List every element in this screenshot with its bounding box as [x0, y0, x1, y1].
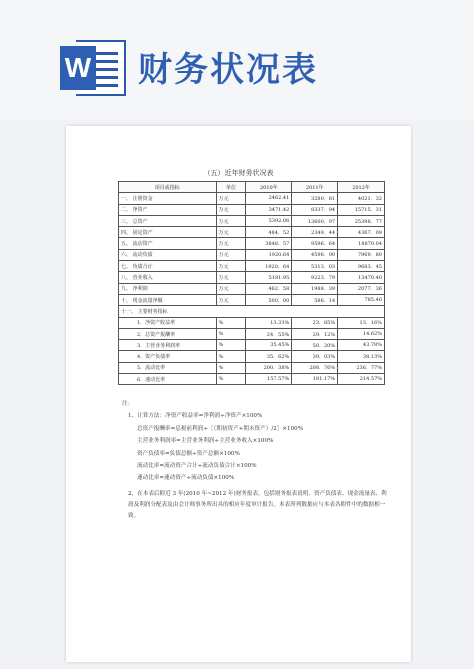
- notes-section: [122, 398, 392, 522]
- row-unit: 万元: [216, 215, 246, 226]
- value-2010: 35．62%: [246, 351, 292, 362]
- table-row: [119, 351, 385, 362]
- value-2012: 2077．36: [338, 283, 385, 294]
- value-2011: 586．14: [292, 294, 338, 305]
- value-2011: 2349．44: [292, 227, 338, 238]
- value-2010: 1920.64: [246, 249, 292, 260]
- value-2011: 208．76%: [292, 362, 338, 373]
- section-title: 十一、 主要财务指标: [119, 306, 385, 317]
- value-2011: 4596．90: [292, 249, 338, 260]
- row-unit: %: [216, 317, 246, 328]
- table-row: [119, 204, 385, 215]
- formula-line: 总资产报酬率=息税前利润÷［（期初资产+期末资产）/2］×100%: [137, 425, 304, 432]
- ratio-label: 3．主营业务利润率: [119, 340, 217, 351]
- row-label: 七、 负债合计: [119, 261, 217, 272]
- row-unit: 万元: [216, 204, 246, 215]
- row-label: 十、 现金流量净额: [119, 294, 217, 305]
- table-row: [119, 227, 385, 238]
- column-header: 项目或指标: [119, 182, 217, 193]
- value-2010: 24．55%: [246, 328, 292, 339]
- value-2010: 2462.41: [246, 193, 292, 204]
- ratio-label: 6．速动比率: [119, 374, 217, 385]
- value-2010: 5392.06: [246, 215, 292, 226]
- value-2010: 500．00: [246, 294, 292, 305]
- note-item: 2、在本表后附近 3 年(2010 年~2012 年)财务报表，包括财务报表说明、资产负债表、现金流量表、利润及利润分配表及由会计师事务所出具的相应年度审计报告。本表所列数据应与本表各附件中的数据相一致。: [128, 490, 387, 519]
- row-unit: %: [216, 351, 246, 362]
- table-row: [119, 340, 385, 351]
- table-row: [119, 294, 385, 305]
- value-2012: 18870.04: [338, 238, 385, 249]
- value-2012: 43.78%: [338, 340, 385, 351]
- column-header: 2011年: [292, 182, 338, 193]
- row-unit: 万元: [216, 283, 246, 294]
- row-unit: 万元: [216, 193, 246, 204]
- value-2012: 9683．45: [338, 261, 385, 272]
- row-label: 八、 营业收入: [119, 272, 217, 283]
- value-2010: 5181.95: [246, 272, 292, 283]
- value-2012: 13470.40: [338, 272, 385, 283]
- ratio-label: 2．总资产报酬率: [119, 328, 217, 339]
- value-2010: 35.45%: [246, 340, 292, 351]
- value-2011: 3280．81: [292, 193, 338, 204]
- value-2012: 785.46: [338, 294, 385, 305]
- row-label: 五、 流动资产: [119, 238, 217, 249]
- header-banner: [0, 0, 474, 120]
- table-row: [119, 283, 385, 294]
- row-unit: 万元: [216, 238, 246, 249]
- value-2010: 484．52: [246, 227, 292, 238]
- table-row: [119, 362, 385, 373]
- row-unit: 万元: [216, 249, 246, 260]
- document-title: （五）近年财务状况表: [203, 169, 274, 177]
- note-item: 1、计算方法：净资产收益率=净利润÷净资产×100%: [128, 413, 263, 420]
- value-2011: 9223．79: [292, 272, 338, 283]
- table-row: [119, 272, 385, 283]
- row-label: 六、 流动负债: [119, 249, 217, 260]
- word-document-icon: [60, 40, 126, 96]
- row-unit: %: [216, 340, 246, 351]
- value-2010: 157.57%: [246, 374, 292, 385]
- value-2010: 3471.42: [246, 204, 292, 215]
- row-unit: 万元: [216, 261, 246, 272]
- column-header: 单位: [216, 182, 246, 193]
- formula-line: 主营业务利润率=主营业务利润÷主营业务收入×100%: [137, 438, 274, 445]
- value-2011: 13600．97: [292, 215, 338, 226]
- value-2011: 5313．03: [292, 261, 338, 272]
- value-2011: 50．20%: [292, 340, 338, 351]
- table-row: [119, 374, 385, 385]
- value-2011: 1988．39: [292, 283, 338, 294]
- table-row: [119, 215, 385, 226]
- row-label: 二、 净资产: [119, 204, 217, 215]
- value-2011: 8337．94: [292, 204, 338, 215]
- word-logo-letter: W: [60, 46, 96, 90]
- row-unit: 万元: [216, 294, 246, 305]
- financial-table: [118, 181, 385, 385]
- table-row: [119, 249, 385, 260]
- ratio-label: 4．资产负债率: [119, 351, 217, 362]
- row-label: 九、 净利润: [119, 283, 217, 294]
- value-2010: 462．58: [246, 283, 292, 294]
- value-2012: 236．77%: [338, 362, 385, 373]
- document-page: [66, 126, 411, 662]
- ratio-label: 5．流动比率: [119, 362, 217, 373]
- table-row: [119, 328, 385, 339]
- value-2010: 1920．64: [246, 261, 292, 272]
- value-2012: 4367．09: [338, 227, 385, 238]
- value-2012: 214.57%: [338, 374, 385, 385]
- column-header: 2012年: [338, 182, 385, 193]
- table-row: [119, 261, 385, 272]
- row-unit: %: [216, 374, 246, 385]
- row-unit: %: [216, 328, 246, 339]
- formula-line: 资产负债率=负债总额÷资产总额×100%: [137, 450, 240, 457]
- table-header-row: [119, 182, 385, 193]
- column-header: 2010年: [246, 182, 292, 193]
- value-2011: 23．85%: [292, 317, 338, 328]
- value-2011: 29．12%: [292, 328, 338, 339]
- formula-line: 速动比率=速动资产÷流动负债×100%: [137, 475, 235, 482]
- table-row: [119, 238, 385, 249]
- row-unit: 万元: [216, 227, 246, 238]
- notes-label: 注：: [122, 401, 134, 407]
- value-2012: 25398．77: [338, 215, 385, 226]
- value-2012: 13．16%: [338, 317, 385, 328]
- value-2011: 9596．64: [292, 238, 338, 249]
- banner-title: 财务状况表: [138, 50, 318, 90]
- value-2010: 3848．57: [246, 238, 292, 249]
- value-2010: 13.33%: [246, 317, 292, 328]
- table-row: [119, 317, 385, 328]
- formula-line: 流动比率=流动资产合计÷流动负债合计×100%: [137, 463, 257, 470]
- value-2012: 14.62%: [338, 328, 385, 339]
- row-unit: %: [216, 362, 246, 373]
- row-label: 四、 固定资产: [119, 227, 217, 238]
- row-unit: 万元: [216, 272, 246, 283]
- row-label: 三、 总资产: [119, 215, 217, 226]
- table-row: [119, 193, 385, 204]
- value-2010: 200．38%: [246, 362, 292, 373]
- row-label: 一、 注册资金: [119, 193, 217, 204]
- section-header-row: [119, 306, 385, 317]
- value-2012: 15715．31: [338, 204, 385, 215]
- value-2012: 38.13%: [338, 351, 385, 362]
- value-2011: 181.17%: [292, 374, 338, 385]
- value-2012: 4021．32: [338, 193, 385, 204]
- value-2011: 39．03%: [292, 351, 338, 362]
- value-2012: 7969．80: [338, 249, 385, 260]
- ratio-label: 1．净资产收益率: [119, 317, 217, 328]
